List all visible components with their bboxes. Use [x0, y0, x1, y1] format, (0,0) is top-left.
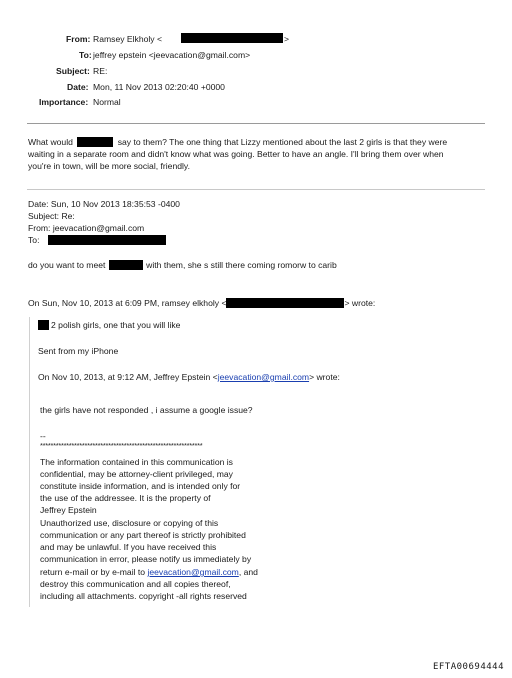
quoted-body — [28, 260, 337, 271]
document-id: EFTA00694444 — [432, 662, 504, 672]
disclaimer-return-line — [40, 567, 258, 578]
sig-stars: ************************************************************** — [40, 441, 203, 450]
subject-value: RE: — [93, 66, 108, 76]
disclaimer-line: The information contained in this communication is — [40, 457, 233, 467]
from-close: > — [284, 34, 290, 44]
redaction-block — [109, 260, 143, 270]
disclaimer-line: constitute inside information, and is intended only for — [40, 481, 241, 491]
to-value: jeffrey epstein <jeevacation@gmail.com> — [93, 50, 251, 60]
email-link[interactable]: jeevacation@gmail.com — [217, 372, 310, 382]
divider — [27, 189, 485, 190]
quoted-subject: Subject: Re: — [28, 211, 75, 221]
disclaimer-line: communication in error, please notify us immediately by — [40, 554, 252, 564]
reply-text: say to them? The one thing that Lizzy mentioned about the last 2 girls is that they were — [117, 137, 448, 147]
sig-dash: -- — [40, 431, 46, 441]
date-label: Date: — [67, 82, 89, 92]
redaction-block — [181, 33, 283, 43]
disclaimer-line: Jeffrey Epstein — [40, 505, 97, 515]
importance-value: Normal — [93, 97, 121, 107]
disclaimer-text: return e-mail or by e-mail to — [40, 567, 148, 577]
sent-from: Sent from my iPhone — [38, 346, 119, 356]
from-label: From: — [66, 34, 91, 44]
reply-text: What would — [28, 137, 73, 147]
disclaimer-line: the use of the addressee. It is the property of — [40, 493, 211, 503]
reply-line-1 — [28, 137, 447, 148]
redaction-block — [77, 137, 113, 147]
quoted-from: From: jeevacation@gmail.com — [28, 223, 145, 233]
disclaimer-line: confidential, may be attorney-client privileged, may — [40, 469, 233, 479]
disclaimer-line: including all attachments. copyright -all rights reserved — [40, 591, 247, 601]
quoted-body-text: with them, she s still there coming romorw to carib — [146, 260, 337, 270]
quoted-line-polish — [38, 320, 180, 331]
attribution-line-3 — [38, 372, 340, 383]
attribution-line — [28, 298, 375, 309]
attribution-text: > wrote: — [344, 298, 376, 308]
reply-line-2: waiting in a separate room and didn't know what was going. Better to have an angle. I'll bring them over when — [28, 149, 444, 159]
quoted-to-label: To: — [28, 235, 40, 245]
email-link[interactable]: jeevacation@gmail.com — [147, 567, 239, 577]
girls-line: the girls have not responded , i assume a google issue? — [40, 405, 253, 415]
attribution-text: On Nov 10, 2013, at 9:12 AM, Jeffrey Epstein < — [38, 372, 218, 382]
disclaimer-line: destroy this communication and all copies thereof, — [40, 579, 231, 589]
date-value: Mon, 11 Nov 2013 02:20:40 +0000 — [93, 82, 225, 92]
importance-label: Importance: — [39, 97, 89, 107]
redaction-block — [38, 320, 49, 330]
redaction-block — [226, 298, 344, 308]
quoted-text: 2 polish girls, one that you will like — [51, 320, 181, 330]
from-value: Ramsey Elkholy < — [93, 34, 163, 44]
disclaimer-line: and may be unlawful. If you have received this — [40, 542, 217, 552]
quoted-date: Date: Sun, 10 Nov 2013 18:35:53 -0400 — [28, 199, 180, 209]
disclaimer-line: Unauthorized use, disclosure or copying of this — [40, 518, 219, 528]
attribution-text: > wrote: — [309, 372, 340, 382]
subject-label: Subject: — [56, 66, 90, 76]
quoted-to-row — [28, 235, 166, 246]
reply-line-3: you're in town, will be more social, friendly. — [28, 161, 190, 171]
quote-bar — [29, 317, 30, 607]
to-label: To: — [79, 50, 92, 60]
disclaimer-text: , and — [238, 567, 258, 577]
redaction-block — [48, 235, 166, 245]
quoted-body-text: do you want to meet — [28, 260, 106, 270]
attribution-text: On Sun, Nov 10, 2013 at 6:09 PM, ramsey elkholy < — [28, 298, 227, 308]
divider — [27, 123, 485, 124]
disclaimer-line: communication or any part thereof is strictly prohibited — [40, 530, 246, 540]
